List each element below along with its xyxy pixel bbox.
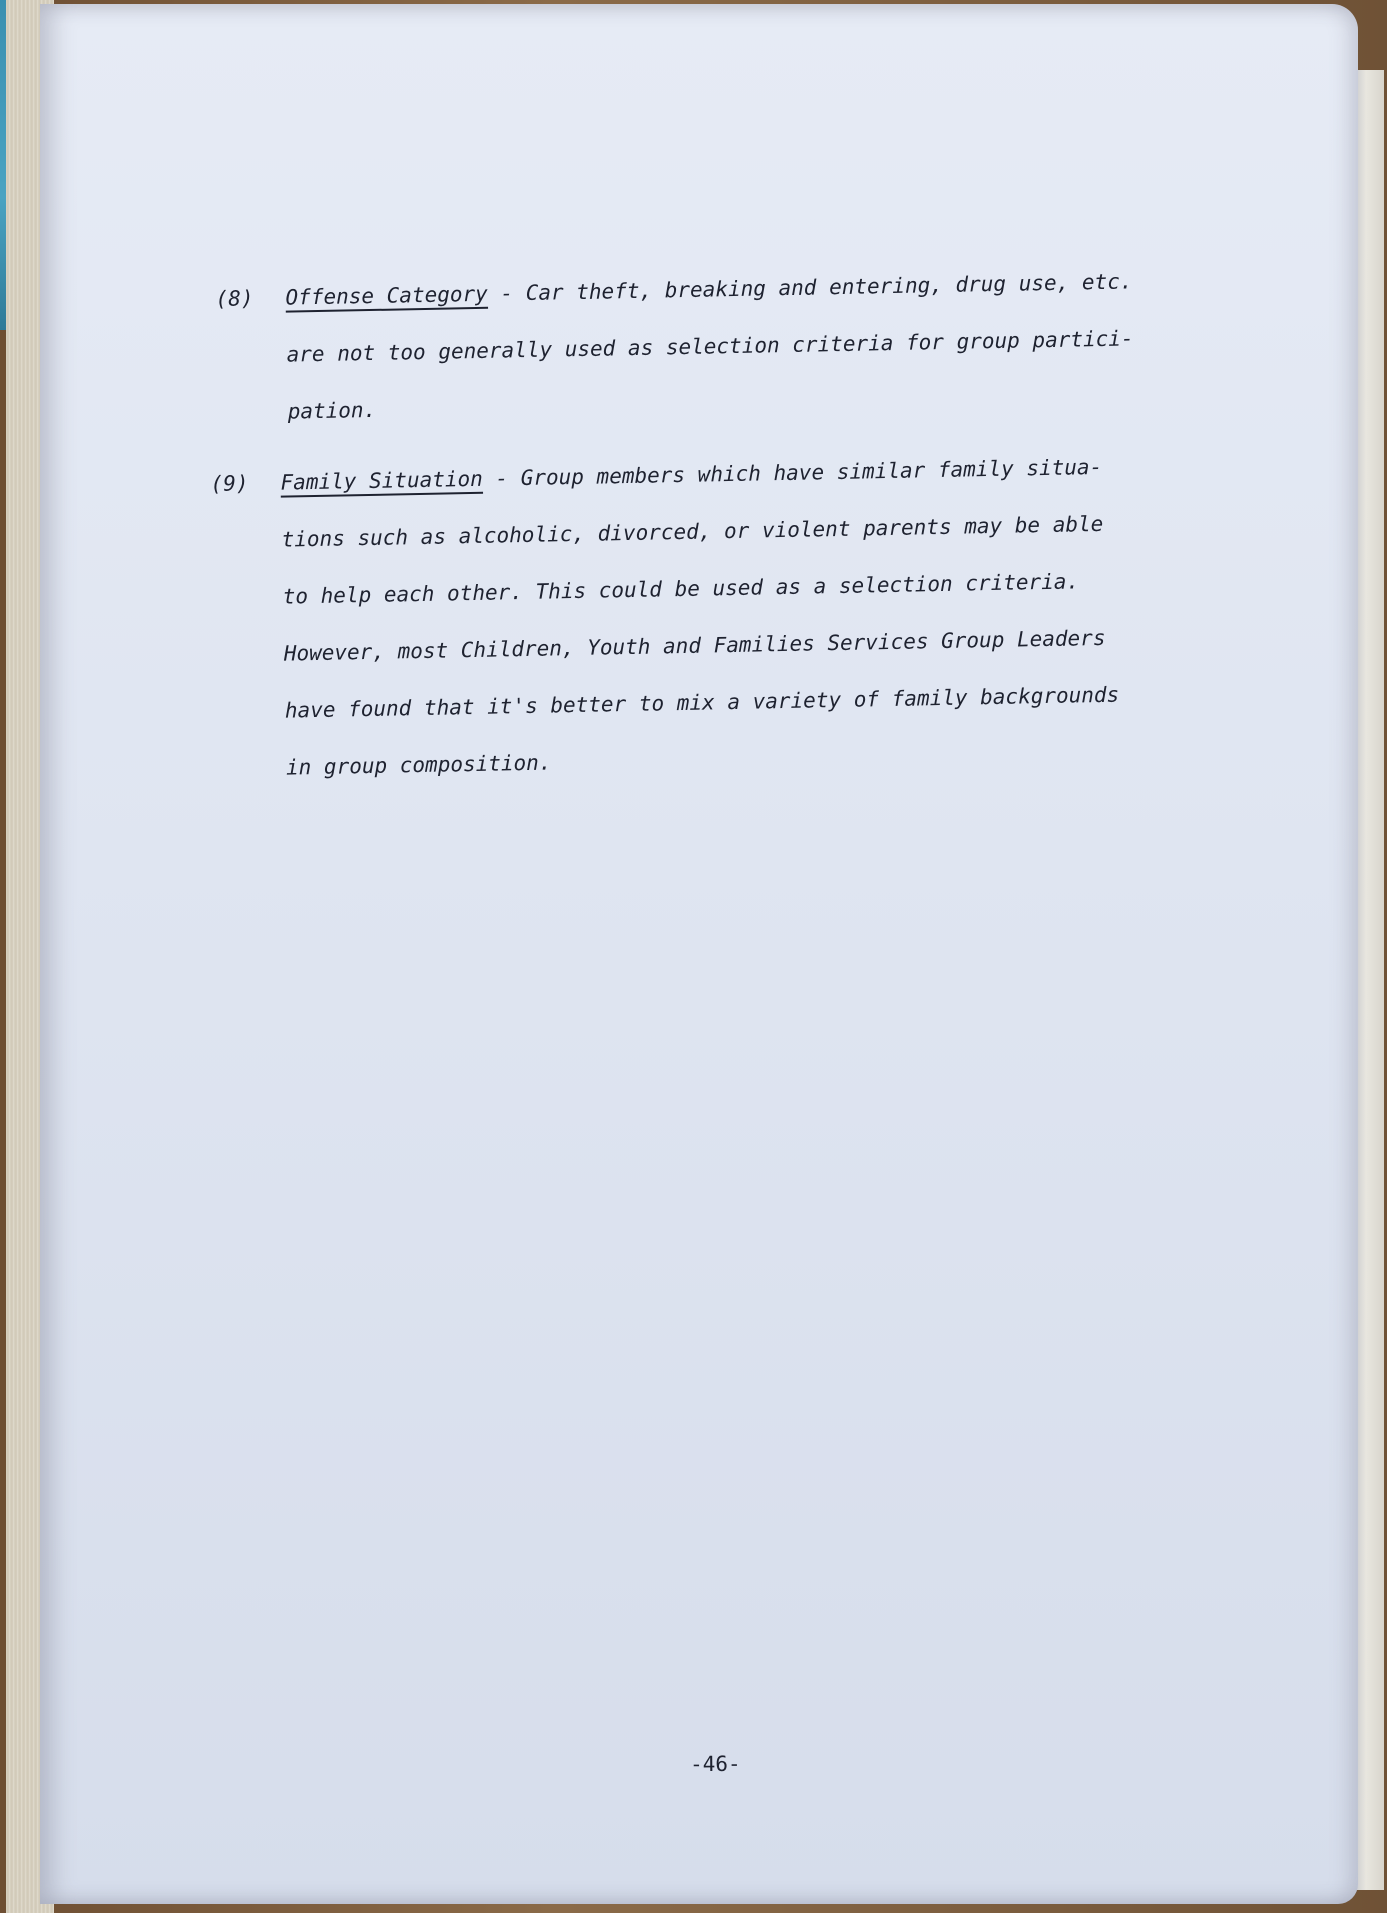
item-text: - Group members which have similar family situa- tions such as alcoholic, divorced, or violent parents may be able to help each other. This could be used as a selection criteria. However, most Children, Youth and Families Services Group Leaders have found that it's better to mix a variety of family backgrounds in group composition. (281, 454, 1120, 780)
list-item-offense-category (215, 252, 1228, 442)
list-item-family-situation (210, 437, 1226, 798)
item-text: - Car theft, breaking and entering, drug use, etc. are not too generally used as selection criteria for group partici- pation. (286, 269, 1134, 424)
item-heading: Offense Category (285, 281, 489, 310)
item-number: (9) (210, 471, 249, 496)
page-number: -46- (689, 1751, 741, 1777)
item-number: (8) (215, 286, 254, 311)
item-body (285, 252, 1228, 441)
item-body (280, 437, 1226, 797)
document-page (40, 4, 1358, 1904)
item-heading: Family Situation (280, 466, 484, 495)
